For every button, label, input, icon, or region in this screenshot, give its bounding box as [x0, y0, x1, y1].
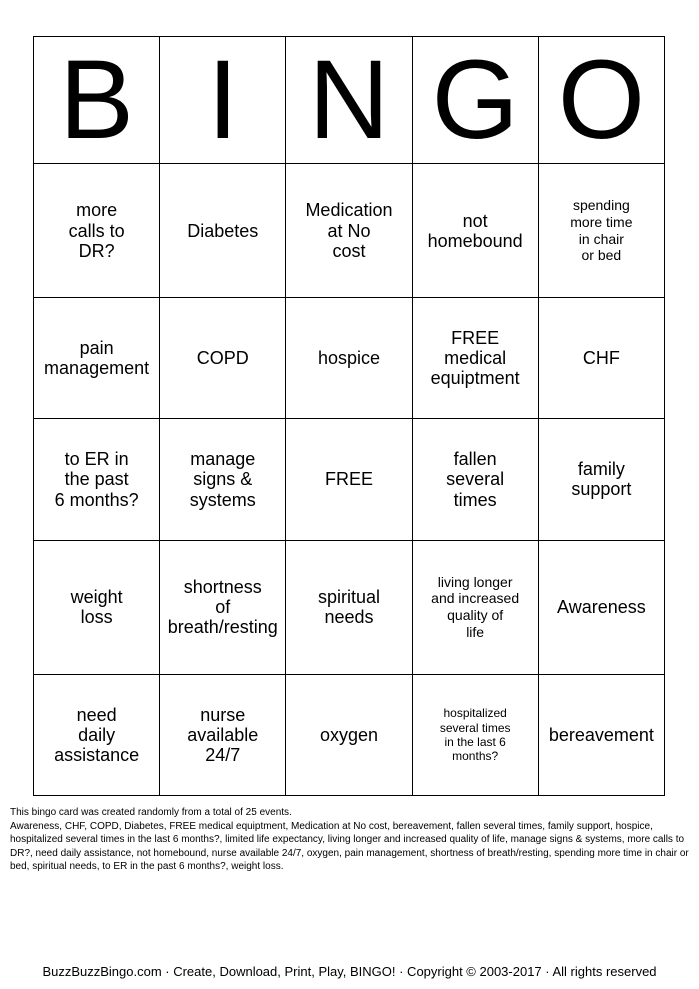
bingo-cell	[538, 540, 664, 674]
bingo-cell-text: Medication at No cost	[305, 200, 393, 261]
bingo-cell	[412, 419, 538, 540]
bingo-cell-text: fallen several times	[446, 449, 505, 510]
bingo-cell	[286, 298, 412, 419]
bingo-cell	[160, 674, 286, 795]
description-events: Awareness, CHF, COPD, Diabetes, FREE medical equiptment, Medication at No cost, bereavement, fallen several times, family support, hospice, hospitalized several times in the last 6 months?, limited life expectancy, living longer and increased quality of life, manage signs & systems, more calls to DR?, need daily assistance, not homebound, nurse available 24/7, oxygen, pain management, shortness of breath/resting, spending more time in chair or bed, spiritual needs, to ER in the past 6 months?, weight loss.	[10, 820, 689, 872]
bingo-cell-text: nurse available 24/7	[187, 704, 259, 765]
bingo-cell-text: shortness of breath/resting	[167, 576, 278, 638]
bingo-cell	[160, 419, 286, 540]
bingo-cell-text: hospice	[317, 348, 380, 369]
bingo-cell	[286, 164, 412, 298]
card-row	[34, 419, 665, 540]
bingo-cell-text: not homebound	[427, 210, 523, 251]
bingo-cell-text: COPD	[196, 348, 249, 369]
bingo-cell	[538, 419, 664, 540]
bingo-cell	[412, 540, 538, 674]
header-letter-g: G	[412, 37, 538, 164]
bingo-cell-text: FREE medical equiptment	[430, 328, 520, 389]
header-letter-n: N	[286, 37, 412, 164]
bingo-cell-text: more calls to DR?	[68, 200, 125, 261]
bingo-cell-text: bereavement	[548, 724, 654, 745]
description-intro: This bingo card was created randomly from a total of 25 events.	[10, 807, 292, 818]
header-row	[34, 37, 665, 164]
bingo-cell-text: need daily assistance	[54, 704, 140, 765]
bingo-cell	[412, 164, 538, 298]
bingo-cell-text: to ER in the past 6 months?	[54, 449, 139, 510]
bingo-cell	[538, 164, 664, 298]
bingo-cell-text: weight loss	[70, 587, 123, 628]
bingo-cell	[286, 540, 412, 674]
bingo-cell	[538, 298, 664, 419]
bingo-cell-text: family support	[571, 459, 632, 500]
bingo-cell-text: FREE	[324, 469, 373, 490]
bingo-cell-text: oxygen	[319, 724, 378, 745]
card-row	[34, 540, 665, 674]
bingo-card	[33, 36, 665, 796]
card-description	[10, 806, 690, 874]
bingo-cell	[412, 298, 538, 419]
bingo-cell-text: Diabetes	[187, 220, 259, 241]
bingo-cell-text: pain management	[44, 338, 150, 379]
bingo-cell-text: living longer and increased quality of life	[431, 573, 520, 640]
bingo-cell	[34, 540, 160, 674]
bingo-cell	[160, 298, 286, 419]
bingo-cell-text: spiritual needs	[317, 587, 380, 628]
page-footer: BuzzBuzzBingo.com · Create, Download, Print, Play, BINGO! · Copyright © 2003-2017 · All rights reserved	[42, 964, 657, 979]
header-letter-b: B	[34, 37, 160, 164]
header-letter-i: I	[160, 37, 286, 164]
card-row	[34, 674, 665, 795]
bingo-cell-text: CHF	[582, 348, 620, 369]
bingo-cell	[160, 540, 286, 674]
bingo-cell	[412, 674, 538, 795]
bingo-cell	[34, 419, 160, 540]
bingo-cell	[34, 164, 160, 298]
card-row	[34, 164, 665, 298]
bingo-cell	[286, 419, 412, 540]
bingo-cell-text: manage signs & systems	[189, 449, 256, 510]
bingo-cell-text: Awareness	[557, 597, 646, 618]
bingo-cell	[160, 164, 286, 298]
bingo-cell-text: spending more time in chair or bed	[570, 197, 633, 264]
bingo-cell	[34, 298, 160, 419]
bingo-cell	[538, 674, 664, 795]
header-letter-o: O	[538, 37, 664, 164]
card-row	[34, 298, 665, 419]
bingo-cell-text: hospitalized several times in the last 6 months?	[439, 706, 511, 764]
bingo-cell	[286, 674, 412, 795]
bingo-cell	[34, 674, 160, 795]
